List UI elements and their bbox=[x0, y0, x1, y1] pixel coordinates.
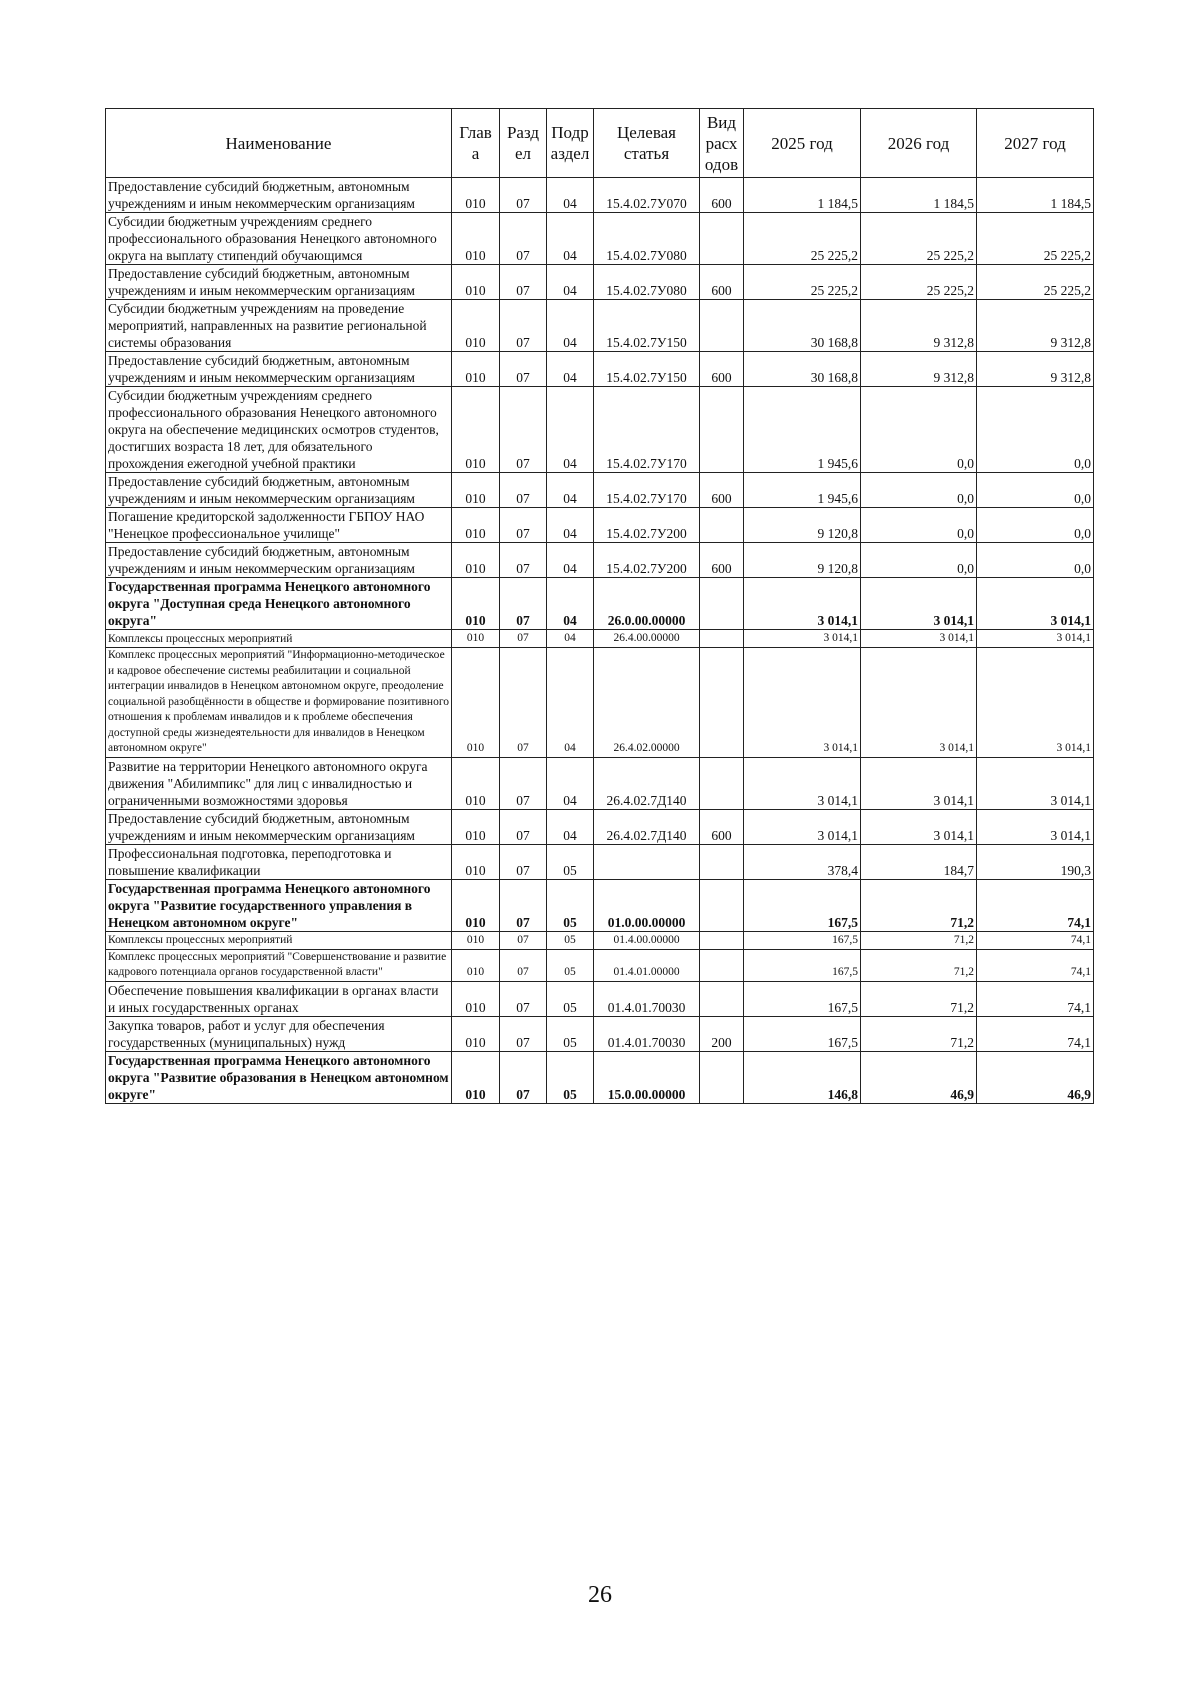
row-razdel: 07 bbox=[500, 981, 547, 1016]
row-expense-type bbox=[700, 648, 744, 758]
table-row bbox=[106, 352, 1094, 387]
row-podrazdel: 05 bbox=[547, 931, 594, 949]
row-podrazdel: 04 bbox=[547, 473, 594, 508]
header-year-2026: 2026 год bbox=[861, 109, 977, 178]
row-value-2025: 30 168,8 bbox=[744, 300, 861, 352]
row-value-2027: 3 014,1 bbox=[977, 809, 1094, 844]
row-name: Предоставление субсидий бюджетным, автономным учреждениям и иным некоммерческим организациям bbox=[106, 543, 452, 578]
row-glava: 010 bbox=[452, 879, 500, 931]
row-target-article: 26.4.02.00000 bbox=[594, 648, 700, 758]
row-value-2025: 1 945,6 bbox=[744, 387, 861, 473]
row-value-2027: 46,9 bbox=[977, 1051, 1094, 1103]
row-value-2027: 3 014,1 bbox=[977, 578, 1094, 630]
table-row bbox=[106, 931, 1094, 949]
row-value-2027: 1 184,5 bbox=[977, 178, 1094, 213]
row-podrazdel: 05 bbox=[547, 981, 594, 1016]
row-podrazdel: 04 bbox=[547, 757, 594, 809]
row-podrazdel: 05 bbox=[547, 844, 594, 879]
header-year-2025: 2025 год bbox=[744, 109, 861, 178]
row-value-2026: 3 014,1 bbox=[861, 757, 977, 809]
row-expense-type bbox=[700, 508, 744, 543]
row-value-2025: 3 014,1 bbox=[744, 757, 861, 809]
row-value-2026: 0,0 bbox=[861, 387, 977, 473]
row-name: Комплексы процессных мероприятий bbox=[106, 931, 452, 949]
row-value-2026: 25 225,2 bbox=[861, 213, 977, 265]
row-value-2025: 378,4 bbox=[744, 844, 861, 879]
row-value-2026: 0,0 bbox=[861, 543, 977, 578]
row-glava: 010 bbox=[452, 473, 500, 508]
row-value-2026: 9 312,8 bbox=[861, 352, 977, 387]
row-glava: 010 bbox=[452, 543, 500, 578]
row-name: Предоставление субсидий бюджетным, автономным учреждениям и иным некоммерческим организациям bbox=[106, 265, 452, 300]
row-glava: 010 bbox=[452, 300, 500, 352]
row-glava: 010 bbox=[452, 213, 500, 265]
table-row bbox=[106, 630, 1094, 648]
row-podrazdel: 05 bbox=[547, 949, 594, 981]
row-razdel: 07 bbox=[500, 757, 547, 809]
row-target-article: 26.0.00.00000 bbox=[594, 578, 700, 630]
row-target-article: 15.0.00.00000 bbox=[594, 1051, 700, 1103]
row-podrazdel: 04 bbox=[547, 578, 594, 630]
row-value-2025: 1 184,5 bbox=[744, 178, 861, 213]
row-expense-type bbox=[700, 757, 744, 809]
row-glava: 010 bbox=[452, 844, 500, 879]
row-value-2026: 9 312,8 bbox=[861, 300, 977, 352]
row-target-article: 26.4.02.7Д140 bbox=[594, 757, 700, 809]
row-name: Комплексы процессных мероприятий bbox=[106, 630, 452, 648]
row-razdel: 07 bbox=[500, 352, 547, 387]
row-glava: 010 bbox=[452, 265, 500, 300]
row-value-2027: 0,0 bbox=[977, 508, 1094, 543]
row-value-2027: 0,0 bbox=[977, 543, 1094, 578]
row-target-article: 15.4.02.7У170 bbox=[594, 387, 700, 473]
row-target-article bbox=[594, 844, 700, 879]
row-glava: 010 bbox=[452, 578, 500, 630]
row-target-article: 01.4.00.00000 bbox=[594, 931, 700, 949]
header-name: Наименование bbox=[106, 109, 452, 178]
row-expense-type: 600 bbox=[700, 352, 744, 387]
row-expense-type: 600 bbox=[700, 178, 744, 213]
row-glava: 010 bbox=[452, 931, 500, 949]
row-glava: 010 bbox=[452, 387, 500, 473]
row-podrazdel: 04 bbox=[547, 543, 594, 578]
row-glava: 010 bbox=[452, 757, 500, 809]
row-razdel: 07 bbox=[500, 265, 547, 300]
row-razdel: 07 bbox=[500, 844, 547, 879]
row-glava: 010 bbox=[452, 352, 500, 387]
row-name: Обеспечение повышения квалификации в органах власти и иных государственных органах bbox=[106, 981, 452, 1016]
row-name: Государственная программа Ненецкого автономного округа "Развитие образования в Ненецком автономном округе" bbox=[106, 1051, 452, 1103]
header-razdel: Разд ел bbox=[500, 109, 547, 178]
row-target-article: 15.4.02.7У080 bbox=[594, 213, 700, 265]
row-value-2027: 9 312,8 bbox=[977, 352, 1094, 387]
row-value-2026: 46,9 bbox=[861, 1051, 977, 1103]
row-expense-type bbox=[700, 879, 744, 931]
row-name: Погашение кредиторской задолженности ГБПОУ НАО "Ненецкое профессиональное училище" bbox=[106, 508, 452, 543]
row-razdel: 07 bbox=[500, 300, 547, 352]
row-value-2025: 167,5 bbox=[744, 981, 861, 1016]
row-razdel: 07 bbox=[500, 213, 547, 265]
row-value-2027: 25 225,2 bbox=[977, 213, 1094, 265]
row-glava: 010 bbox=[452, 809, 500, 844]
row-glava: 010 bbox=[452, 981, 500, 1016]
table-row bbox=[106, 387, 1094, 473]
row-name: Субсидии бюджетным учреждениям среднего профессионального образования Ненецкого автономного округа на выплату стипендий обучающимся bbox=[106, 213, 452, 265]
row-name: Предоставление субсидий бюджетным, автономным учреждениям и иным некоммерческим организациям bbox=[106, 352, 452, 387]
row-razdel: 07 bbox=[500, 1016, 547, 1051]
row-podrazdel: 04 bbox=[547, 630, 594, 648]
row-name: Субсидии бюджетным учреждениям на проведение мероприятий, направленных на развитие региональной системы образования bbox=[106, 300, 452, 352]
row-expense-type bbox=[700, 949, 744, 981]
row-glava: 010 bbox=[452, 178, 500, 213]
row-expense-type: 200 bbox=[700, 1016, 744, 1051]
row-expense-type: 600 bbox=[700, 265, 744, 300]
header-podrazdel: Подр аздел bbox=[547, 109, 594, 178]
table-row bbox=[106, 265, 1094, 300]
row-glava: 010 bbox=[452, 648, 500, 758]
row-name: Предоставление субсидий бюджетным, автономным учреждениям и иным некоммерческим организациям bbox=[106, 178, 452, 213]
row-podrazdel: 04 bbox=[547, 648, 594, 758]
row-target-article: 15.4.02.7У150 bbox=[594, 300, 700, 352]
row-value-2025: 3 014,1 bbox=[744, 648, 861, 758]
table-row bbox=[106, 213, 1094, 265]
row-value-2025: 167,5 bbox=[744, 931, 861, 949]
header-target-article: Целевая статья bbox=[594, 109, 700, 178]
row-value-2027: 190,3 bbox=[977, 844, 1094, 879]
row-razdel: 07 bbox=[500, 543, 547, 578]
table-body bbox=[106, 178, 1094, 1104]
row-glava: 010 bbox=[452, 508, 500, 543]
row-value-2027: 3 014,1 bbox=[977, 648, 1094, 758]
table-row bbox=[106, 1016, 1094, 1051]
row-expense-type bbox=[700, 387, 744, 473]
table-row bbox=[106, 543, 1094, 578]
row-target-article: 26.4.02.7Д140 bbox=[594, 809, 700, 844]
table-row bbox=[106, 844, 1094, 879]
row-target-article: 01.0.00.00000 bbox=[594, 879, 700, 931]
row-name: Субсидии бюджетным учреждениям среднего профессионального образования Ненецкого автономного округа на обеспечение медицинских осмотров студентов, достигших возраста 18 лет, для обязательного прохождения ежегодной учебной практики bbox=[106, 387, 452, 473]
row-value-2025: 167,5 bbox=[744, 1016, 861, 1051]
row-value-2025: 9 120,8 bbox=[744, 508, 861, 543]
row-razdel: 07 bbox=[500, 879, 547, 931]
row-podrazdel: 04 bbox=[547, 508, 594, 543]
row-expense-type bbox=[700, 931, 744, 949]
row-razdel: 07 bbox=[500, 1051, 547, 1103]
budget-table bbox=[105, 108, 1094, 1104]
row-name: Предоставление субсидий бюджетным, автономным учреждениям и иным некоммерческим организациям bbox=[106, 809, 452, 844]
row-podrazdel: 04 bbox=[547, 387, 594, 473]
row-razdel: 07 bbox=[500, 949, 547, 981]
row-target-article: 15.4.02.7У150 bbox=[594, 352, 700, 387]
header-expense-type: Вид расх одов bbox=[700, 109, 744, 178]
row-razdel: 07 bbox=[500, 578, 547, 630]
row-expense-type: 600 bbox=[700, 809, 744, 844]
row-glava: 010 bbox=[452, 1051, 500, 1103]
row-podrazdel: 05 bbox=[547, 879, 594, 931]
row-expense-type: 600 bbox=[700, 473, 744, 508]
row-value-2026: 3 014,1 bbox=[861, 630, 977, 648]
page-number: 26 bbox=[588, 1582, 612, 1608]
row-name: Закупка товаров, работ и услуг для обеспечения государственных (муниципальных) нужд bbox=[106, 1016, 452, 1051]
row-value-2027: 74,1 bbox=[977, 949, 1094, 981]
row-expense-type bbox=[700, 1051, 744, 1103]
row-value-2026: 71,2 bbox=[861, 949, 977, 981]
row-podrazdel: 04 bbox=[547, 352, 594, 387]
table-row bbox=[106, 1051, 1094, 1103]
row-razdel: 07 bbox=[500, 630, 547, 648]
row-value-2025: 1 945,6 bbox=[744, 473, 861, 508]
row-value-2025: 3 014,1 bbox=[744, 630, 861, 648]
row-value-2026: 1 184,5 bbox=[861, 178, 977, 213]
table-row bbox=[106, 809, 1094, 844]
row-razdel: 07 bbox=[500, 473, 547, 508]
row-target-article: 01.4.01.70030 bbox=[594, 1016, 700, 1051]
row-podrazdel: 05 bbox=[547, 1051, 594, 1103]
row-podrazdel: 04 bbox=[547, 809, 594, 844]
row-razdel: 07 bbox=[500, 387, 547, 473]
row-target-article: 15.4.02.7У200 bbox=[594, 508, 700, 543]
header-row bbox=[106, 109, 1094, 178]
row-value-2025: 30 168,8 bbox=[744, 352, 861, 387]
row-value-2025: 9 120,8 bbox=[744, 543, 861, 578]
row-value-2026: 71,2 bbox=[861, 879, 977, 931]
row-target-article: 01.4.01.00000 bbox=[594, 949, 700, 981]
row-value-2025: 3 014,1 bbox=[744, 578, 861, 630]
table-row bbox=[106, 648, 1094, 758]
row-expense-type bbox=[700, 630, 744, 648]
row-expense-type bbox=[700, 981, 744, 1016]
row-value-2026: 184,7 bbox=[861, 844, 977, 879]
row-expense-type bbox=[700, 213, 744, 265]
row-value-2027: 74,1 bbox=[977, 981, 1094, 1016]
row-podrazdel: 04 bbox=[547, 265, 594, 300]
row-value-2026: 3 014,1 bbox=[861, 648, 977, 758]
table-row bbox=[106, 981, 1094, 1016]
row-razdel: 07 bbox=[500, 178, 547, 213]
row-value-2025: 25 225,2 bbox=[744, 213, 861, 265]
table-row bbox=[106, 300, 1094, 352]
header-year-2027: 2027 год bbox=[977, 109, 1094, 178]
row-razdel: 07 bbox=[500, 931, 547, 949]
table-row bbox=[106, 578, 1094, 630]
row-target-article: 26.4.00.00000 bbox=[594, 630, 700, 648]
row-value-2027: 74,1 bbox=[977, 1016, 1094, 1051]
row-podrazdel: 05 bbox=[547, 1016, 594, 1051]
row-name: Профессиональная подготовка, переподготовка и повышение квалификации bbox=[106, 844, 452, 879]
row-target-article: 15.4.02.7У070 bbox=[594, 178, 700, 213]
row-target-article: 01.4.01.70030 bbox=[594, 981, 700, 1016]
row-expense-type bbox=[700, 578, 744, 630]
row-name: Государственная программа Ненецкого автономного округа "Развитие государственного управления в Ненецком автономном округе" bbox=[106, 879, 452, 931]
row-razdel: 07 bbox=[500, 809, 547, 844]
row-name: Комплекс процессных мероприятий "Информационно-методическое и кадровое обеспечение системы реабилитации и социальной интеграции инвалидов в Ненецком автономном округе, преодоление социальной разобщённости в обществе и формирование позитивного отношения к проблемам инвалидов и к проблеме обеспечения доступной среды жизнедеятельности для инвалидов в Ненецком автономном округе" bbox=[106, 648, 452, 758]
row-name: Комплекс процессных мероприятий "Совершенствование и развитие кадрового потенциала органов государственной власти" bbox=[106, 949, 452, 981]
row-name: Развитие на территории Ненецкого автономного округа движения "Абилимпикс" для лиц с инвалидностью и ограниченными возможностями здоровья bbox=[106, 757, 452, 809]
row-value-2025: 167,5 bbox=[744, 949, 861, 981]
row-target-article: 15.4.02.7У200 bbox=[594, 543, 700, 578]
row-value-2025: 25 225,2 bbox=[744, 265, 861, 300]
row-razdel: 07 bbox=[500, 648, 547, 758]
row-value-2026: 0,0 bbox=[861, 473, 977, 508]
row-glava: 010 bbox=[452, 949, 500, 981]
row-glava: 010 bbox=[452, 630, 500, 648]
row-value-2025: 146,8 bbox=[744, 1051, 861, 1103]
row-value-2027: 0,0 bbox=[977, 387, 1094, 473]
row-razdel: 07 bbox=[500, 508, 547, 543]
table-row bbox=[106, 178, 1094, 213]
row-value-2027: 3 014,1 bbox=[977, 757, 1094, 809]
row-value-2026: 0,0 bbox=[861, 508, 977, 543]
row-value-2026: 3 014,1 bbox=[861, 809, 977, 844]
row-value-2026: 25 225,2 bbox=[861, 265, 977, 300]
row-podrazdel: 04 bbox=[547, 300, 594, 352]
row-name: Государственная программа Ненецкого автономного округа "Доступная среда Ненецкого автономного округа" bbox=[106, 578, 452, 630]
row-name: Предоставление субсидий бюджетным, автономным учреждениям и иным некоммерческим организациям bbox=[106, 473, 452, 508]
row-value-2027: 0,0 bbox=[977, 473, 1094, 508]
row-value-2025: 167,5 bbox=[744, 879, 861, 931]
row-value-2027: 25 225,2 bbox=[977, 265, 1094, 300]
row-expense-type bbox=[700, 300, 744, 352]
table-row bbox=[106, 757, 1094, 809]
table-row bbox=[106, 473, 1094, 508]
row-target-article: 15.4.02.7У170 bbox=[594, 473, 700, 508]
row-value-2027: 9 312,8 bbox=[977, 300, 1094, 352]
row-podrazdel: 04 bbox=[547, 213, 594, 265]
row-glava: 010 bbox=[452, 1016, 500, 1051]
row-podrazdel: 04 bbox=[547, 178, 594, 213]
row-value-2026: 3 014,1 bbox=[861, 578, 977, 630]
header-glava: Глав а bbox=[452, 109, 500, 178]
row-value-2027: 74,1 bbox=[977, 931, 1094, 949]
table-row bbox=[106, 508, 1094, 543]
table-row bbox=[106, 879, 1094, 931]
row-value-2026: 71,2 bbox=[861, 931, 977, 949]
row-value-2027: 3 014,1 bbox=[977, 630, 1094, 648]
row-expense-type bbox=[700, 844, 744, 879]
row-target-article: 15.4.02.7У080 bbox=[594, 265, 700, 300]
row-expense-type: 600 bbox=[700, 543, 744, 578]
row-value-2026: 71,2 bbox=[861, 1016, 977, 1051]
row-value-2026: 71,2 bbox=[861, 981, 977, 1016]
row-value-2025: 3 014,1 bbox=[744, 809, 861, 844]
table-row bbox=[106, 949, 1094, 981]
row-value-2027: 74,1 bbox=[977, 879, 1094, 931]
